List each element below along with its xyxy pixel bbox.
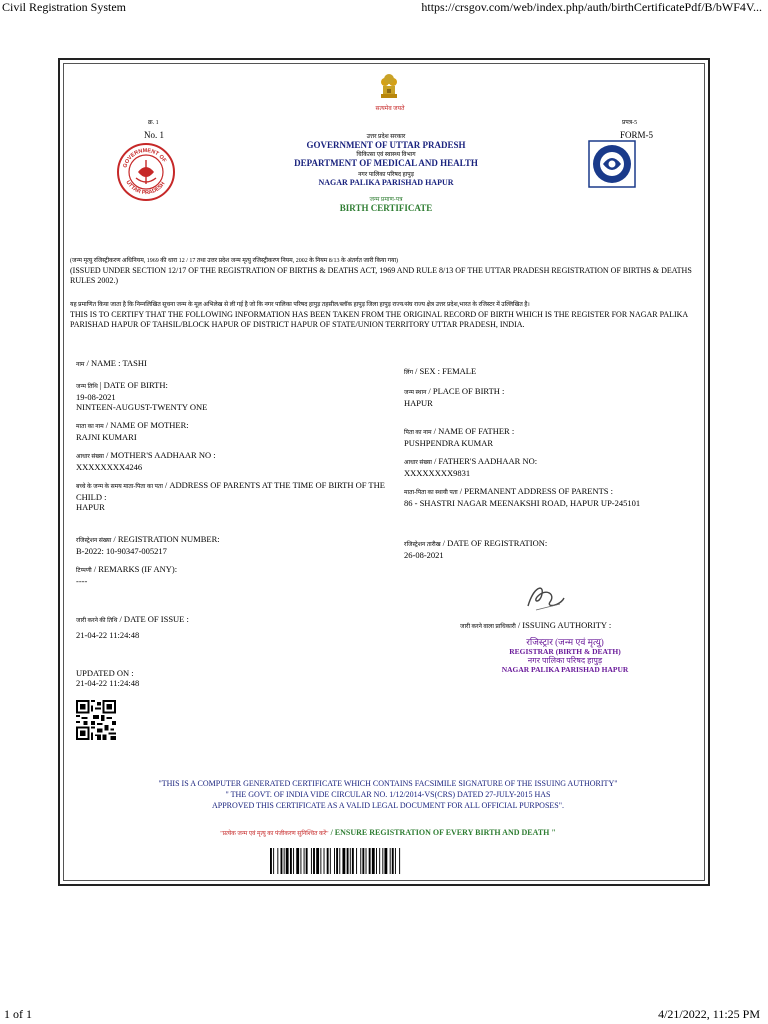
registration-number-value: B-2022: 10-90347-005217: [76, 546, 167, 556]
barcode-icon: [268, 848, 508, 874]
stamp-office-hi: नगर पालिका परिषद हापुड़: [527, 656, 603, 665]
certify-hi: यह प्रमाणित किया जाता है कि निम्नलिखित सूचना जन्म के मूल अभिलेख से ली गई है जो कि नगर पालिका परिषद हापुड़ तहसील/ब्लॉक हापुड़ जिला हापुड़ राज्य/संघ राज्य क्षेत्र उत्तर प्रदेश,भारत के रजिस्टर में उल्लिखित है।: [70, 302, 530, 308]
dob-words: NINTEEN-AUGUST-TWENTY ONE: [76, 402, 208, 412]
updated-on-field: UPDATED ON : 21-04-22 11:24:48: [76, 668, 396, 688]
updated-on-value: 21-04-22 11:24:48: [76, 678, 140, 688]
issued-under-en: (ISSUED UNDER SECTION 12/17 OF THE REGISTRATION OF BIRTHS & DEATHS ACT, 1969 AND RULE 8/13 OF THE UTTAR PRADESH REGISTRATION OF BIRTHS & DEATHS RULES 2002.): [70, 266, 692, 285]
office-title: NAGAR PALIKA PARISHAD HAPUR: [318, 178, 454, 187]
issued-under-hi: (जन्म मृत्यु रजिस्ट्रीकरण अधिनियम, 1969 की धारा 12 / 17 तथा उत्तर प्रदेश जन्म मृत्यु रजिस्ट्रीकरण नियम, 2002 के नियम 8/13 के अंतर्गत जारी किया गया): [70, 258, 399, 264]
page-title: Civil Registration System: [2, 0, 127, 14]
header-block: [214, 132, 558, 213]
up-government-seal-icon: [116, 142, 176, 202]
national-emblem-icon: [378, 72, 400, 102]
dob-field: जन्म तिथि | DATE OF BIRTH: 19-08-2021 NINTEEN-AUGUST-TWENTY ONE: [76, 380, 396, 412]
mother-name-field: माता का नाम / NAME OF MOTHER: RAJNI KUMARI: [76, 420, 396, 442]
dept-hi: चिकित्सा एवं स्वास्थ्य विभाग: [356, 152, 416, 158]
stamp-line-hi: रजिस्ट्रार (जन्म एवं मृत्यु): [526, 637, 604, 647]
birth-address-value: HAPUR: [76, 502, 105, 512]
stamp-office: NAGAR PALIKA PARISHAD HAPUR: [501, 665, 629, 674]
page-count: 1 of 1: [4, 1007, 32, 1021]
form-number-hi: प्रपत्र-5: [622, 120, 638, 126]
place-of-birth-value: HAPUR: [404, 398, 433, 408]
health-department-logo-icon: [588, 140, 636, 188]
birth-certificate: [58, 58, 710, 886]
emblem-motto: सत्यमेव जयते: [375, 106, 405, 112]
cert-title-hi: जन्म प्रमाण-पत्र: [369, 197, 403, 203]
date-of-issue-value: 21-04-22 11:24:48: [76, 630, 140, 640]
issuing-authority-field: जारी करने वाला प्राधिकारी / ISSUING AUTHORITY :: [460, 620, 612, 630]
father-aadhaar-field: आधार संख्या / FATHER'S AADHAAR NO: XXXXXXXX9831: [404, 456, 704, 478]
note-facsimile: "THIS IS A COMPUTER GENERATED CERTIFICATE WHICH CONTAINS FACSIMILE SIGNATURE OF THE ISSUING AUTHORITY": [158, 779, 618, 788]
father-aadhaar-value: XXXXXXXX9831: [404, 468, 471, 478]
cert-title: BIRTH CERTIFICATE: [339, 203, 433, 213]
permanent-address-field: माता-पिता का स्थायी पता / PERMANENT ADDRESS OF PARENTS : 86 - SHASTRI NAGAR MEENAKSHI ROAD, HAPUR UP-245101: [404, 486, 704, 508]
registration-number-field: रजिस्ट्रेशन संख्या / REGISTRATION NUMBER: B-2022: 10-90347-005217: [76, 534, 396, 556]
mother-aadhaar-value: XXXXXXXX4246: [76, 462, 143, 472]
form-number: FORM-5: [620, 130, 654, 140]
place-of-birth-field: जन्म स्थान / PLACE OF BIRTH : HAPUR: [404, 386, 704, 408]
note-approved: APPROVED THIS CERTIFICATE AS A VALID LEGAL DOCUMENT FOR ALL OFFICIAL PURPOSES".: [211, 801, 565, 810]
remarks-value: ----: [76, 576, 88, 586]
svg-text:GOVERNMENT OF: [122, 148, 167, 169]
mother-name-value: RAJNI KUMARI: [76, 432, 137, 442]
stamp-registrar: REGISTRAR (BIRTH & DEATH): [509, 647, 621, 656]
govt-title: GOVERNMENT OF UTTAR PRADESH: [306, 140, 466, 150]
cert-number: No. 1: [144, 130, 164, 140]
certify-statement: [70, 300, 710, 330]
name-field: नाम / NAME : TASHI: [76, 358, 147, 368]
issued-under: [70, 256, 710, 286]
print-timestamp: 4/21/2022, 11:25 PM: [658, 1007, 760, 1021]
sex-field: लिंग / SEX : FEMALE: [404, 366, 477, 376]
certify-en: THIS IS TO CERTIFY THAT THE FOLLOWING INFORMATION HAS BEEN TAKEN FROM THE ORIGINAL RECORD OF BIRTH WHICH IS THE REGISTER FOR NAGAR PALIKA PARISHAD HAPUR OF TAHSIL/BLOCK HAPUR OF DISTRICT HAPUR OF STATE/UNION TERRITORY UTTAR PRADESH, INDIA.: [70, 310, 688, 329]
note-circular: " THE GOVT. OF INDIA VIDE CIRCULAR NO. 1/12/2014-VS(CRS) DATED 27-JULY-2015 HAS: [225, 790, 551, 799]
dept-title: DEPARTMENT OF MEDICAL AND HEALTH: [294, 158, 478, 168]
seal-text-top: GOVERNMENT OF: [122, 147, 168, 169]
print-header: [0, 0, 768, 16]
date-of-issue-field: जारी करने की तिथि / DATE OF ISSUE : 21-04-22 11:24:48: [76, 614, 396, 640]
govt-hi: उत्तर प्रदेश सरकार: [366, 134, 406, 140]
slogan-en: / ENSURE REGISTRATION OF EVERY BIRTH AND DEATH ": [330, 828, 556, 837]
remarks-field: टिप्पणी / REMARKS (IF ANY): ----: [76, 564, 396, 586]
name-value: / NAME : TASHI: [86, 358, 147, 368]
office-hi: नगर पालिका परिषद हापुड़: [358, 172, 414, 178]
slogan-hi: "प्रत्येक जन्म एवं मृत्यु का पंजीकरण सुनिश्चित करें": [220, 831, 329, 837]
dob-value: 19-08-2021: [76, 392, 116, 402]
cert-number-hi: क्र. 1: [148, 120, 159, 126]
slogan: [74, 828, 702, 837]
print-footer: [0, 1008, 768, 1024]
page-url: https://crsgov.com/web/index.php/auth/birthCertificatePdf/B/bWF4V...: [421, 0, 762, 14]
permanent-address-value: 86 - SHASTRI NAGAR MEENAKSHI ROAD, HAPUR UP-245101: [404, 498, 641, 508]
signature-icon: [516, 576, 576, 616]
certificate-inner-border: [63, 63, 705, 881]
registration-date-field: रजिस्ट्रेशन तारीख / DATE OF REGISTRATION: 26-08-2021: [404, 538, 704, 560]
computer-generated-note: [74, 778, 702, 811]
sex-value: / SEX : FEMALE: [415, 366, 477, 376]
registrar-stamp: [460, 638, 670, 674]
registration-date-value: 26-08-2021: [404, 550, 444, 560]
father-name-value: PUSHPENDRA KUMAR: [404, 438, 494, 448]
mother-aadhaar-field: आधार संख्या / MOTHER'S AADHAAR NO : XXXXXXXX4246: [76, 450, 396, 472]
father-name-field: पिता का नाम / NAME OF FATHER : PUSHPENDRA KUMAR: [404, 426, 704, 448]
birth-address-field: बच्चे के जन्म के समय माता-पिता का पता / ADDRESS OF PARENTS AT THE TIME OF BIRTH OF THE CHILD : HAPUR: [76, 480, 396, 512]
qr-code-icon: [76, 700, 116, 740]
seal-text-bottom: UTTAR PRADESH: [124, 179, 167, 197]
